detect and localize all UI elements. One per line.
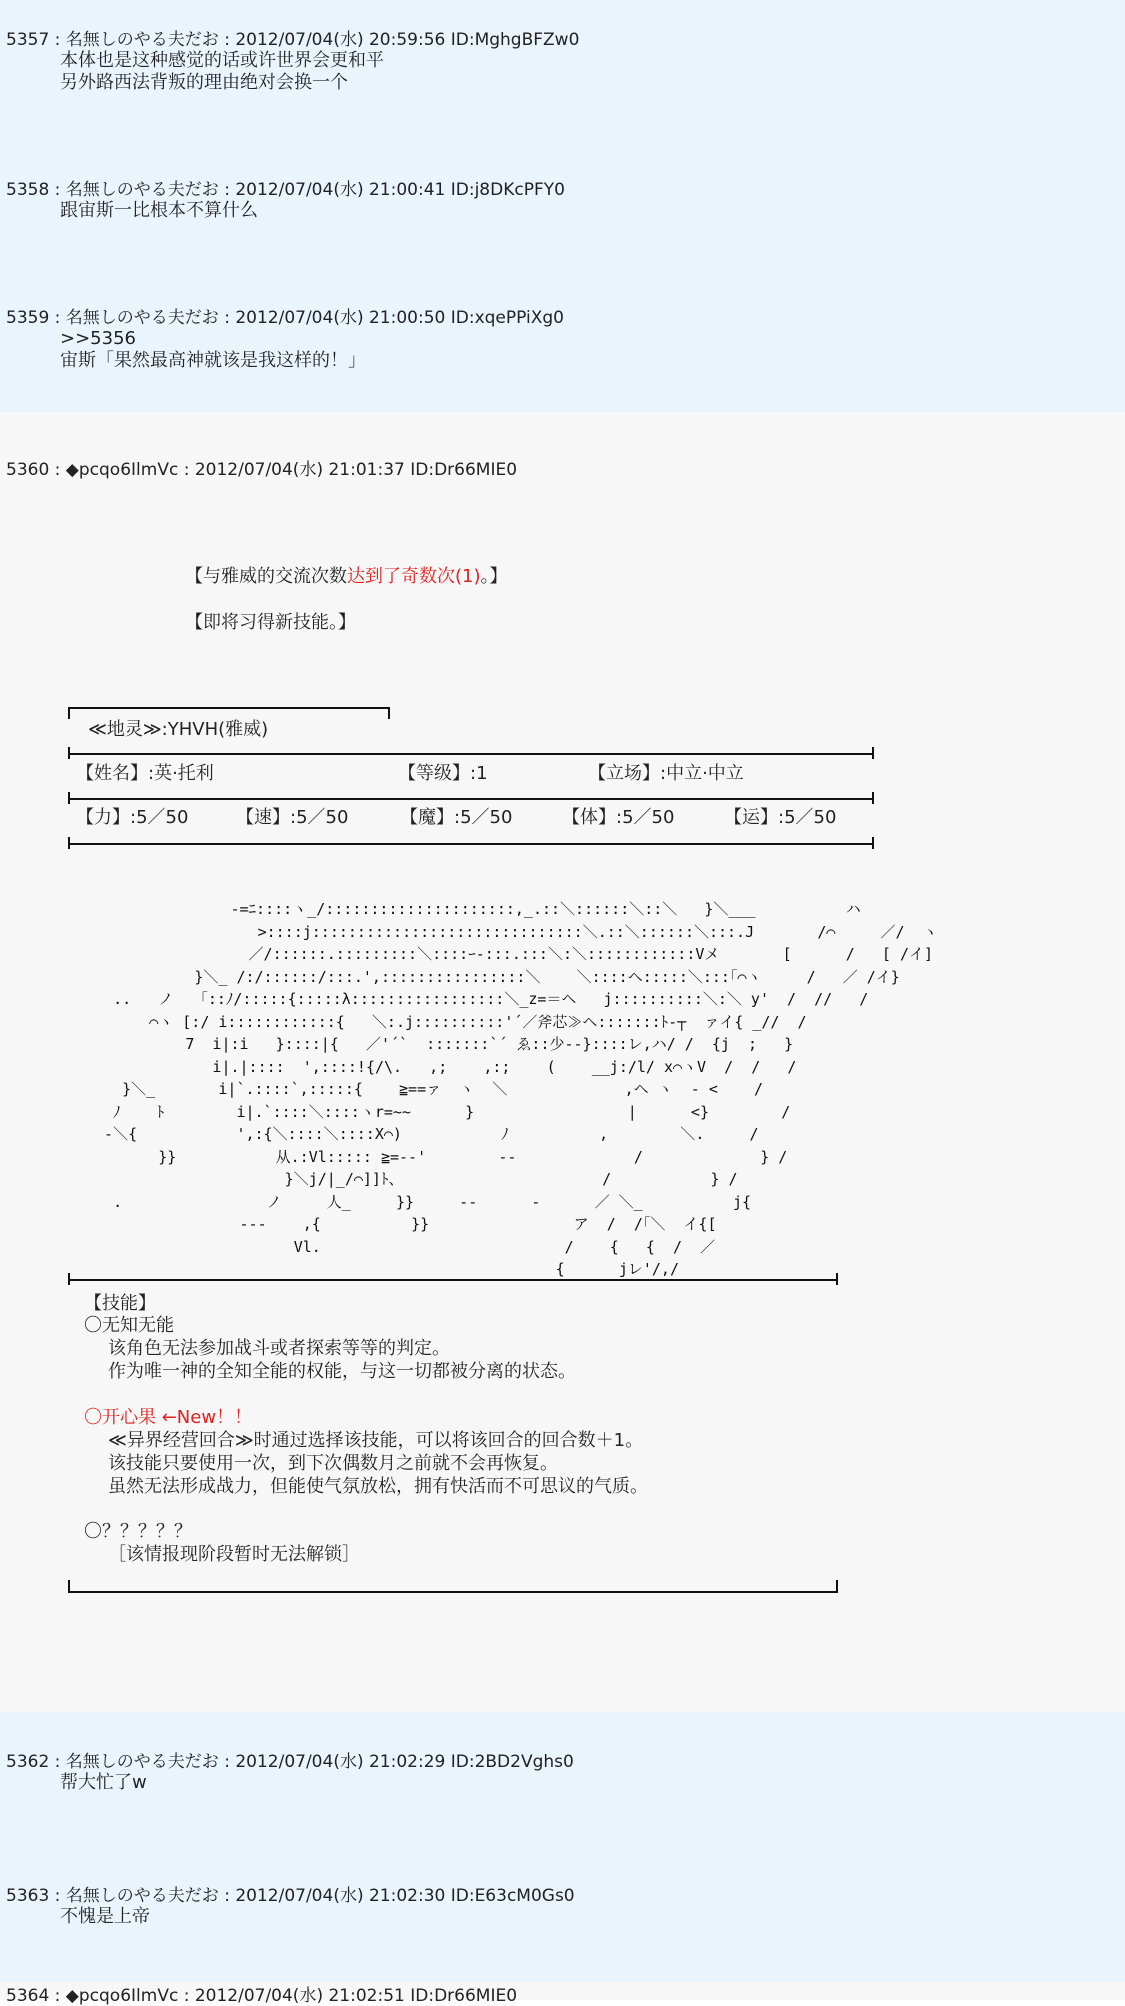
post-header: 5359 : 名無しのやる夫だお : 2012/07/04(水) 21:00:50 ID:xqePPiXg0 [6,308,564,328]
skill-1-title: 〇无知无能 [84,1315,174,1336]
stat-luck: 【运】:5／50 [724,807,837,828]
stat-spd: 【速】:5／50 [236,807,349,828]
ascii-art: -=ﾆ::::ヽ_/:::::::::::::::::::::,_.::＼::::::＼::＼ }＼___ ハ >::::j::::::::::::::::::::::::::::::＼.::＼::::::＼:::.J /⌒ ／/ ヽ ／/::::::.:::::::::＼::::ｰ-:::.:::＼:＼::::::::::::Vメ [ / [ /イ] }＼_ /:/::::::/:::.',::::::::::::::::＼ ＼::::ヘ:::::＼:::｢⌒ヽ / ／ /イ} .. ノ ｢::ﾉ/:::::{:::::λ:::::::::::::::::＼_z=＝ヘ j::::::::::＼:＼ y' / // / ⌒ヽ [:/ i::::::::::::{ ＼:.j::::::::::'´／斧芯≫ヘ:::::::ﾄ‐┬ ァイ{ _// / 7 i|:i }::::|{ ／'´` :::::::`´ ゑ::少-‐}::::レ,ハ/ / {j ; } i|.|:::: ',::::!{/\. ,; ,:; ( __j:/l/ x⌒ヽV / / / }＼_ i|`.::::`,:::::{ ≧==ァ ヽ ＼ ,ヘ ヽ ‐ < / ﾉ ﾄ i|.`::::＼::::ヽr=~~ } | <} / ‐＼{ ',:{＼::::＼::::X⌒) ﾉ , ＼. / }} 从.:Vl::::: ≧=-‐' ‐- / } / }＼j/|_/⌒]]ﾄ、 / } / . ノ 人_ }} ‐- - ／ ＼_ j{ ‐-‐ ,{ }} ア / /｢＼ イ{[ Vl. / { { / ／ { jレ'/,/ [104,900,938,1278]
status-tag: ≪地灵≫:YHVH(雅威) [88,719,269,740]
post-line: 宙斯「果然最高神就该是我这样的！」 [60,350,366,371]
post-line: 另外路西法背叛的理由绝对会换一个 [60,72,348,93]
post-header: 5364 : ◆pcqo6IlmVc : 2012/07/04(水) 21:02:51 ID:Dr66MIE0 [6,1986,518,2006]
notice-line-1: 【与雅威的交流次数达到了奇数次(1)。】 [185,566,508,587]
skills-rule-top [68,1279,838,1281]
post-header: 5357 : 名無しのやる夫だお : 2012/07/04(水) 20:59:56 ID:MghgBFZw0 [6,30,580,50]
skill-2-line: ≪异界经营回合≫时通过选择该技能，可以将该回合的回合数＋1。 [108,1430,644,1451]
status-rule-1 [68,753,874,755]
post-header: 5360 : ◆pcqo6IlmVc : 2012/07/04(水) 21:01:37 ID:Dr66MIE0 [6,460,518,480]
skill-2-line: 虽然无法形成战力，但能使气氛放松，拥有快活而不可思议的气质。 [108,1476,648,1497]
skill-1-line: 作为唯一神的全知全能的权能，与这一切都被分离的状态。 [108,1361,576,1382]
post-line: 帮大忙了w [60,1772,147,1793]
post-header: 5363 : 名無しのやる夫だお : 2012/07/04(水) 21:02:30 ID:E63cM0Gs0 [6,1886,575,1906]
status-rule-2 [68,798,874,800]
status-rule-top [68,707,390,709]
notice-line-2: 【即将习得新技能。】 [185,612,356,633]
post-line: 不愧是上帝 [60,1906,150,1927]
post-header: 5358 : 名無しのやる夫だお : 2012/07/04(水) 21:00:41 ID:j8DKcPFY0 [6,180,565,200]
stat-mag: 【魔】:5／50 [400,807,513,828]
skills-heading: 【技能】 [84,1293,156,1314]
skill-3-line: ［该情报现阶段暂时无法解锁］ [108,1544,360,1565]
status-stance: 【立场】:中立·中立 [588,763,744,784]
stat-str: 【力】:5／50 [76,807,189,828]
status-level: 【等级】:1 [398,763,488,784]
skill-3-title: 〇？？？？？ [84,1521,192,1542]
post-line: 跟宙斯一比根本不算什么 [60,200,258,221]
post-header: 5362 : 名無しのやる夫だお : 2012/07/04(水) 21:02:29 ID:2BD2Vghs0 [6,1752,574,1772]
skill-2-line: 该技能只要使用一次，到下次偶数月之前就不会再恢复。 [108,1453,558,1474]
skills-rule-bottom [68,1591,838,1593]
status-name: 【姓名】:英·托利 [76,763,214,784]
stat-vit: 【体】:5／50 [562,807,675,828]
post-line: 本体也是这种感觉的话或许世界会更和平 [60,50,384,71]
skill-2-title: 〇开心果 ←New！！ [84,1407,253,1428]
post-link[interactable]: >>5356 [60,328,136,349]
skill-1-line: 该角色无法参加战斗或者探索等等的判定。 [108,1338,450,1359]
status-rule-3 [68,843,874,845]
